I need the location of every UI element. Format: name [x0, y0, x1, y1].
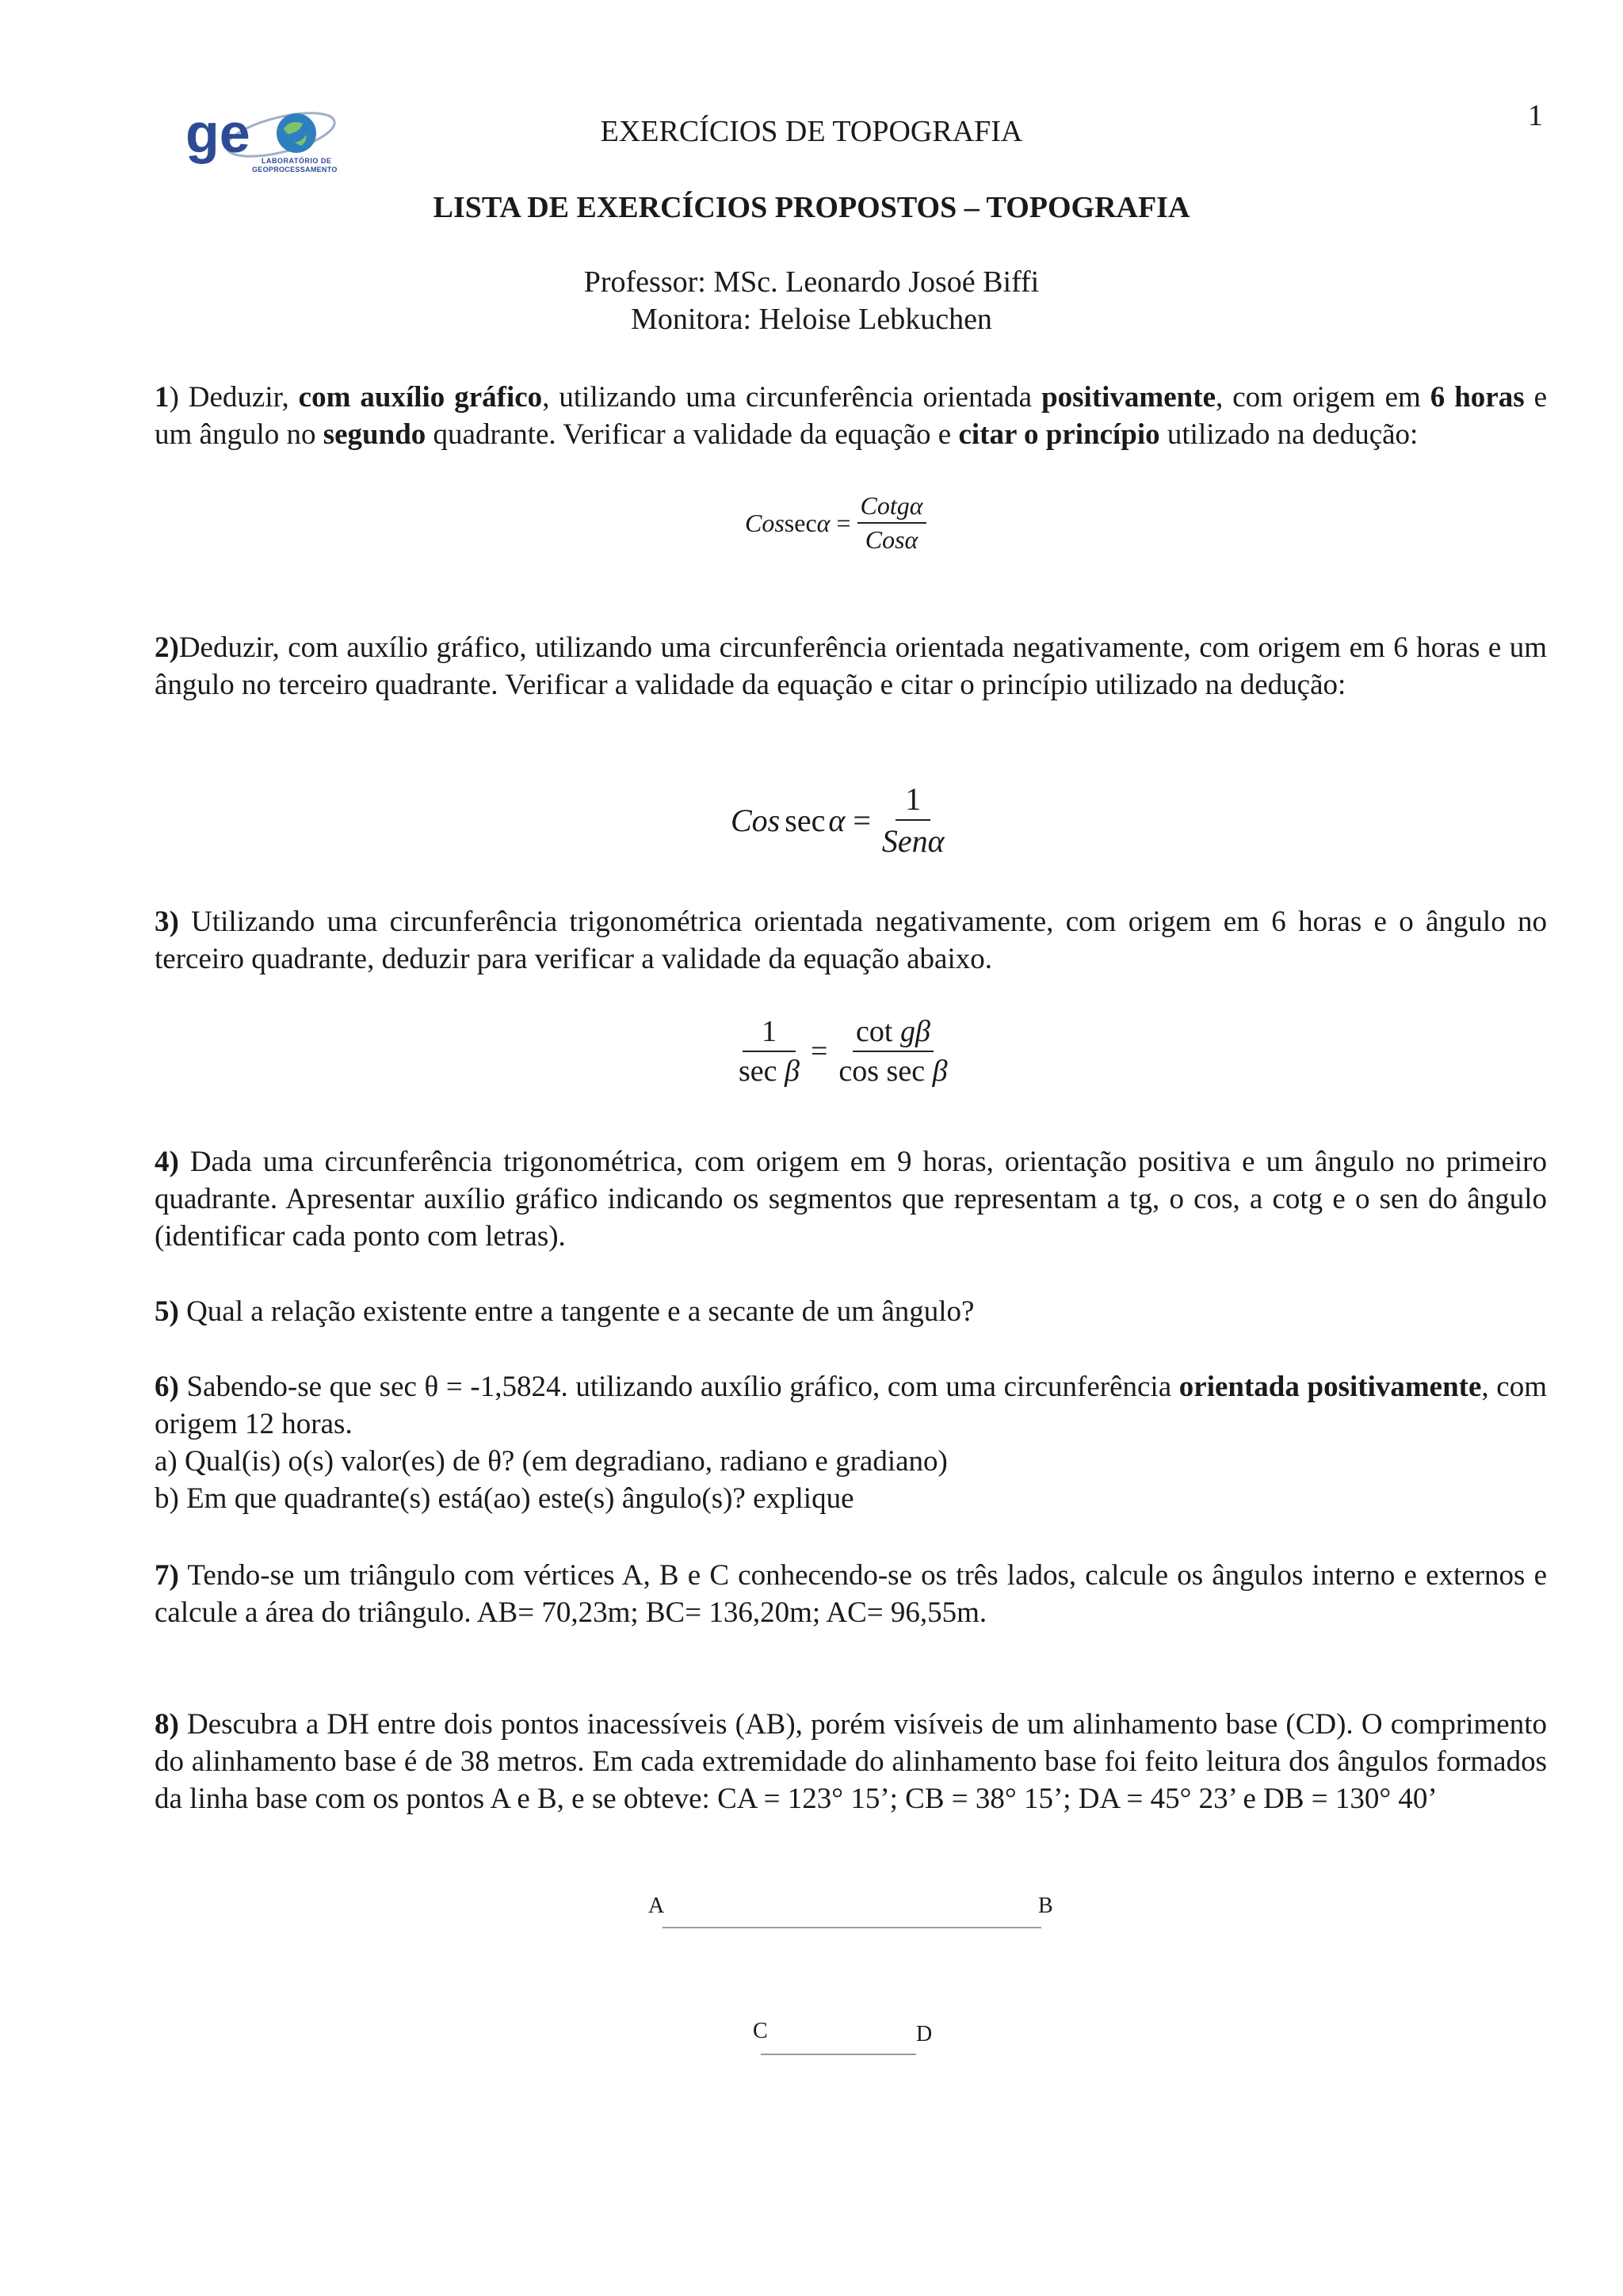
label-point-d: D [916, 2022, 933, 2046]
equation-1: Cos sec α = $\frac{\text{Cotgα}}{\text{Cosα}}$ [745, 491, 926, 555]
exercise-6-item-a: a) Qual(is) o(s) valor(es) de θ? (em degradiano, radiano e gradiano) [155, 1445, 948, 1478]
exercise-6-item-b: b) Em que quadrante(s) está(ao) este(s) ângulo(s)? explique [155, 1482, 854, 1515]
exercise-number: 1 [155, 381, 170, 414]
page-number: 1 [1528, 99, 1543, 132]
exercise-number: 7) [155, 1559, 179, 1592]
label-point-a: A [648, 1894, 665, 1918]
exercise-7: 7) Tendo-se um triângulo com vértices A, B e C conhecendo-se os três lados, calcule os ângulos interno e externos e calcule a área do triângulo. AB= 70,23m; BC= 136,20m; AC= 96,55m. [155, 1559, 1547, 1629]
logo-subtitle-line1: LABORATÓRIO DE [262, 157, 332, 165]
exercise-number: 5) [155, 1295, 179, 1328]
line-ab [663, 1927, 1041, 1928]
exercise-1: 1) Deduzir, com auxílio gráfico, utilizando uma circunferência orientada positivamente, com origem em 6 horas e um ângulo no segundo quadrante. Verificar a validade da equação e citar o princípio utilizado na dedução: [155, 381, 1547, 451]
equation-2: Cos sec α = $\frac{1}{\text{Senα}}$ [731, 781, 945, 859]
exercise-3: 3) Utilizando uma circunferência trigonométrica orientada negativamente, com origem em 6 horas e o ângulo no terceiro quadrante, deduzir para verificar a validade da equação abaixo. [155, 906, 1547, 975]
label-point-b: B [1038, 1894, 1053, 1918]
exercise-number: 3) [155, 906, 179, 938]
exercise-4: 4) Dada uma circunferência trigonométrica, com origem em 9 horas, orientação positiva e um ângulo no primeiro quadrante. Apresentar auxílio gráfico indicando os segmentos que representam a tg, o cos, a cotg e o sen do ângulo (identificar cada ponto com letras). [155, 1146, 1547, 1253]
list-title: LISTA DE EXERCÍCIOS PROPOSTOS – TOPOGRAFIA [433, 191, 1190, 224]
running-title: EXERCÍCIOS DE TOPOGRAFIA [600, 115, 1023, 148]
equation-3: $\frac{1}{\text{sec β}}$ = $\frac{\text{cot gβ}}{\text{cos sec β}}$ [739, 1015, 948, 1088]
line-cd [761, 2054, 916, 2055]
exercise-number: 4) [155, 1146, 179, 1178]
professor-line: Professor: MSc. Leonardo Josoé Biffi [583, 265, 1040, 299]
exercise-number: 8) [155, 1708, 179, 1741]
exercise-8: 8) Descubra a DH entre dois pontos inacessíveis (AB), porém visíveis de um alinhamento base (CD). O comprimento do alinhamento base é de 38 metros. Em cada extremidade do alinhamento base foi feito leitura dos ângulos formados da linha base com os pontos A e B, e se obteve: CA = 123° 15’; CB = 38° 15’; DA = 45° 23’ e DB = 130° 40’ [155, 1708, 1547, 1815]
monitor-line: Monitora: Heloise Lebkuchen [631, 303, 992, 336]
exercise-number: 6) [155, 1371, 179, 1403]
exercise-5: 5) Qual a relação existente entre a tangente e a secante de um ângulo? [155, 1295, 975, 1328]
exercise-6: 6) Sabendo-se que sec θ = -1,5824. utilizando auxílio gráfico, com uma circunferência orientada positivamente, com origem 12 horas. a) Qual(is) o(s) valor(es) de θ? (em degradiano, radiano e gradiano) b) Em que quadrante(s) está(ao) este(s) ângulo(s)? explique [155, 1368, 1547, 1517]
exercise-2: 2)Deduzir, com auxílio gráfico, utilizando uma circunferência orientada negativamente, com origem em 6 horas e um ângulo no terceiro quadrante. Verificar a validade da equação e citar o princípio utilizado na dedução: [155, 631, 1547, 701]
svg-text:ge: ge [185, 105, 250, 164]
exercise-number: 2) [155, 631, 179, 664]
label-point-c: C [753, 2019, 768, 2043]
logo-subtitle-line2: GEOPROCESSAMENTO [252, 166, 338, 174]
